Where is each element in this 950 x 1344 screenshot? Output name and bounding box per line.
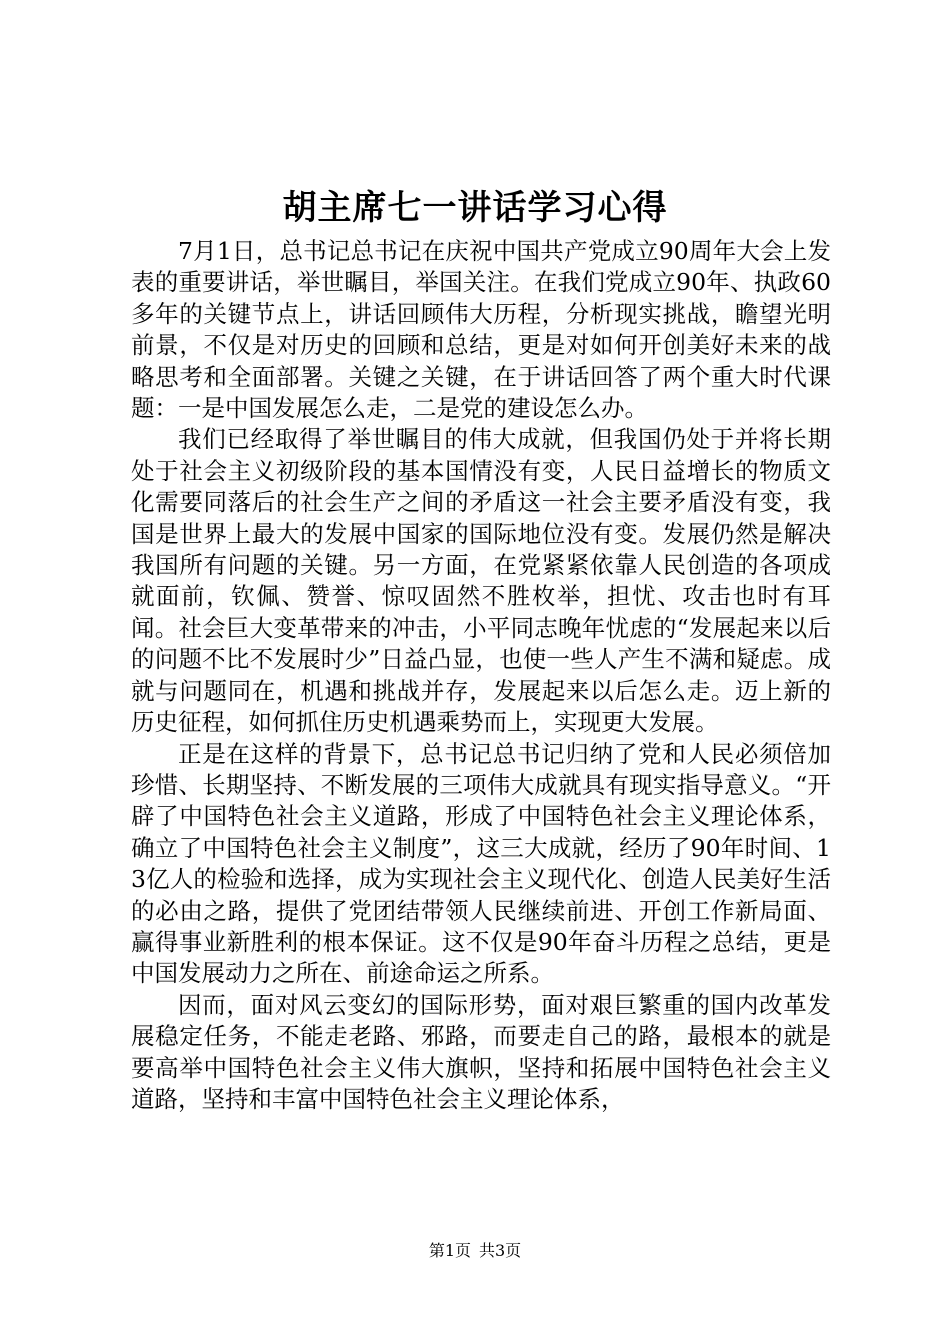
page-footer bbox=[0, 1240, 950, 1262]
page-number-total: 共3页 bbox=[479, 1241, 522, 1260]
paragraph-4: 因而，面对风云变幻的国际形势，面对艰巨繁重的国内改革发展稳定任务，不能走老路、邪路，而要走自己的路，最根本的就是要高举中国特色社会主义伟大旗帜，坚持和拓展中国特色社会主义道路，坚持和丰富中国特色社会主义理论体系， bbox=[131, 990, 831, 1113]
paragraph-1: 7月1日，总书记总书记在庆祝中国共产党成立90周年大会上发表的重要讲话，举世瞩目，举国关注。在我们党成立90年、执政60多年的关键节点上，讲话回顾伟大历程，分析现实挑战，瞻望光明前景，不仅是对历史的回顾和总结，更是对如何开创美好未来的战略思考和全面部署。关键之关键，在于讲话回答了两个重大时代课题：一是中国发展怎么走，二是党的建设怎么办。 bbox=[131, 237, 831, 423]
paragraph-2: 我们已经取得了举世瞩目的伟大成就，但我国仍处于并将长期处于社会主义初级阶段的基本国情没有变，人民日益增长的物质文化需要同落后的社会生产之间的矛盾这一社会主要矛盾没有变，我国是世界上最大的发展中国家的国际地位没有变。发展仍然是解决我国所有问题的关键。另一方面，在党紧紧依靠人民创造的各项成就面前，钦佩、赞誉、惊叹固然不胜枚举，担忧、攻击也时有耳闻。社会巨大变革带来的冲击，小平同志晚年忧虑的“发展起来以后的问题不比不发展时少”日益凸显，也使一些人产生不满和疑虑。成就与问题同在，机遇和挑战并存，发展起来以后怎么走。迈上新的历史征程，如何抓住历史机遇乘势而上，实现更大发展。 bbox=[131, 425, 831, 737]
paragraph-3: 正是在这样的背景下，总书记总书记归纳了党和人民必须倍加珍惜、长期坚持、不断发展的三项伟大成就具有现实指导意义。“开辟了中国特色社会主义道路，形成了中国特色社会主义理论体系，确立了中国特色社会主义制度”，这三大成就，经历了90年时间、13亿人的检验和选择，成为实现社会主义现代化、创造人民美好生活的必由之路，提供了党团结带领人民继续前进、开创工作新局面、赢得事业新胜利的根本保证。这不仅是90年奋斗历程之总结，更是中国发展动力之所在、前途命运之所系。 bbox=[131, 739, 831, 988]
document-body bbox=[131, 236, 831, 1115]
document-title: 胡主席七一讲话学习心得 bbox=[282, 188, 668, 228]
page-number-current: 第1页 bbox=[428, 1241, 471, 1260]
